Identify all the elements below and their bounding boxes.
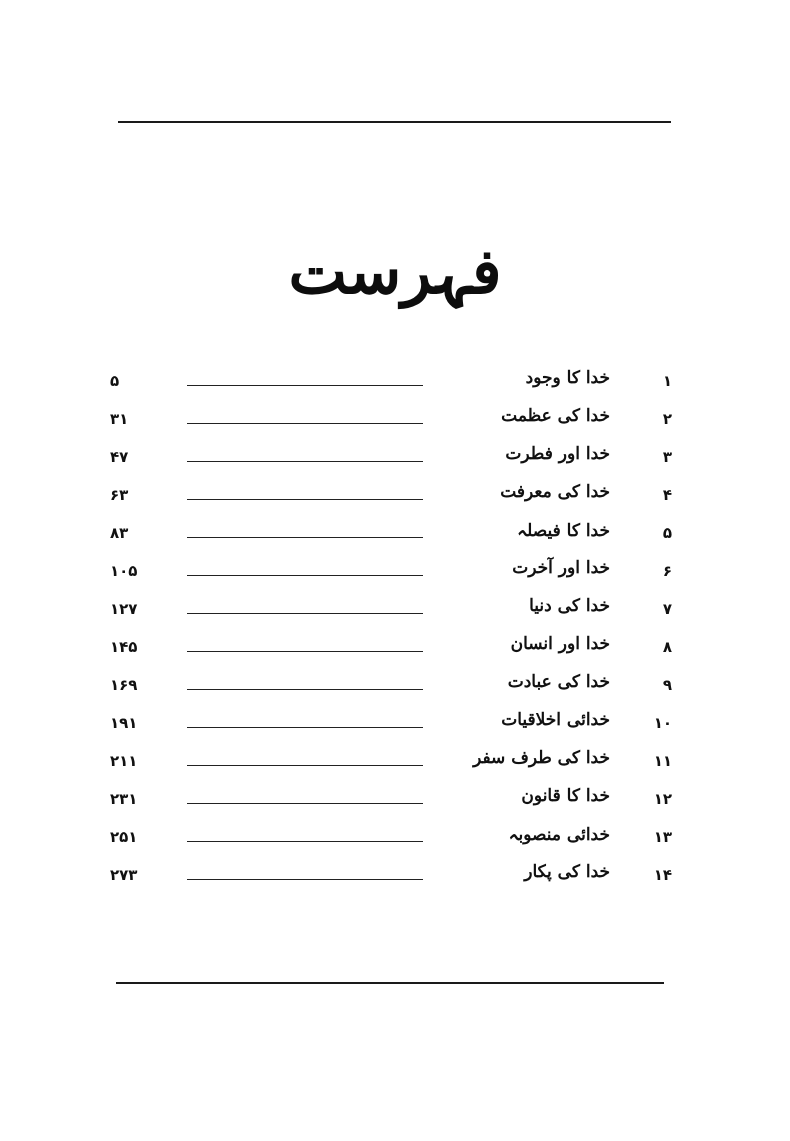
toc-entry-number: ۱۰ [653,714,672,732]
toc-row[interactable] [0,631,790,669]
toc-row[interactable] [0,669,790,707]
toc-entry-number: ۵ [662,524,672,542]
toc-entry-title[interactable]: خدا کا قانون [521,786,610,806]
toc-row[interactable] [0,707,790,745]
toc-entry-title[interactable]: خدا کی معرفت [500,482,610,502]
top-rule [118,121,671,123]
toc-entry-page: ۸۳ [110,524,129,542]
toc-leader-line [187,385,423,386]
toc-entry-number: ۲ [662,410,672,428]
toc-entry-number: ۸ [662,638,672,656]
bottom-rule [116,982,664,984]
toc-entry-number: ۴ [662,486,672,504]
toc-leader-line [187,879,423,880]
toc-entry-page: ۲۷۳ [110,866,138,884]
toc-leader-line [187,499,423,500]
toc-entry-title[interactable]: خدا کی دنیا [529,596,610,616]
toc-entry-number: ۷ [662,600,672,618]
toc-entry-title[interactable]: خدا کی طرف سفر [473,748,610,768]
toc-leader-line [187,575,423,576]
toc-entry-page: ۱۹۱ [110,714,138,732]
toc-row[interactable] [0,555,790,593]
toc-leader-line [187,689,423,690]
toc-entry-page: ۱۶۹ [110,676,138,694]
toc-entry-title[interactable]: خدائی اخلاقیات [501,710,610,730]
toc-entry-page: ۲۵۱ [110,828,138,846]
toc-entry-page: ۲۱۱ [110,752,138,770]
toc-row[interactable] [0,593,790,631]
toc-entry-page: ۲۳۱ [110,790,138,808]
toc-entry-number: ۳ [662,448,672,466]
toc-entry-title[interactable]: خدا اور آخرت [512,558,610,578]
toc-leader-line [187,765,423,766]
toc-row[interactable] [0,821,790,859]
toc-entry-page: ۵ [110,372,120,390]
table-of-contents [0,365,790,897]
toc-entry-title[interactable]: خدائی منصوبہ [508,825,610,845]
toc-row[interactable] [0,783,790,821]
toc-row[interactable] [0,365,790,403]
toc-leader-line [187,537,423,538]
toc-entry-page: ۱۲۷ [110,600,138,618]
toc-row[interactable] [0,441,790,479]
toc-entry-title[interactable]: خدا اور انسان [510,634,610,654]
toc-entry-title[interactable]: خدا اور فطرت [505,444,610,464]
toc-leader-line [187,423,423,424]
page-title: فہرست [288,235,502,308]
toc-row[interactable] [0,745,790,783]
toc-leader-line [187,803,423,804]
toc-row[interactable] [0,479,790,517]
toc-leader-line [187,727,423,728]
toc-entry-number: ۹ [662,676,672,694]
toc-leader-line [187,841,423,842]
toc-entry-page: ۶۳ [110,486,129,504]
toc-row[interactable] [0,403,790,441]
toc-leader-line [187,461,423,462]
toc-entry-title[interactable]: خدا کی عبادت [507,672,610,692]
toc-entry-number: ۶ [662,562,672,580]
toc-entry-title[interactable]: خدا کا وجود [525,368,610,388]
toc-entry-title[interactable]: خدا کا فیصلہ [517,521,610,541]
toc-entry-number: ۱۴ [653,866,672,884]
toc-entry-number: ۱ [662,372,672,390]
toc-entry-number: ۱۳ [653,828,672,846]
toc-entry-number: ۱۱ [653,752,672,770]
toc-entry-title[interactable]: خدا کی عظمت [501,406,610,426]
toc-entry-page: ۱۴۵ [110,638,138,656]
toc-entry-number: ۱۲ [653,790,672,808]
toc-leader-line [187,613,423,614]
toc-row[interactable] [0,517,790,555]
toc-entry-page: ۴۷ [110,448,129,466]
toc-entry-page: ۱۰۵ [110,562,138,580]
toc-entry-title[interactable]: خدا کی پکار [524,862,610,882]
toc-leader-line [187,651,423,652]
toc-row[interactable] [0,859,790,897]
toc-entry-page: ۳۱ [110,410,129,428]
